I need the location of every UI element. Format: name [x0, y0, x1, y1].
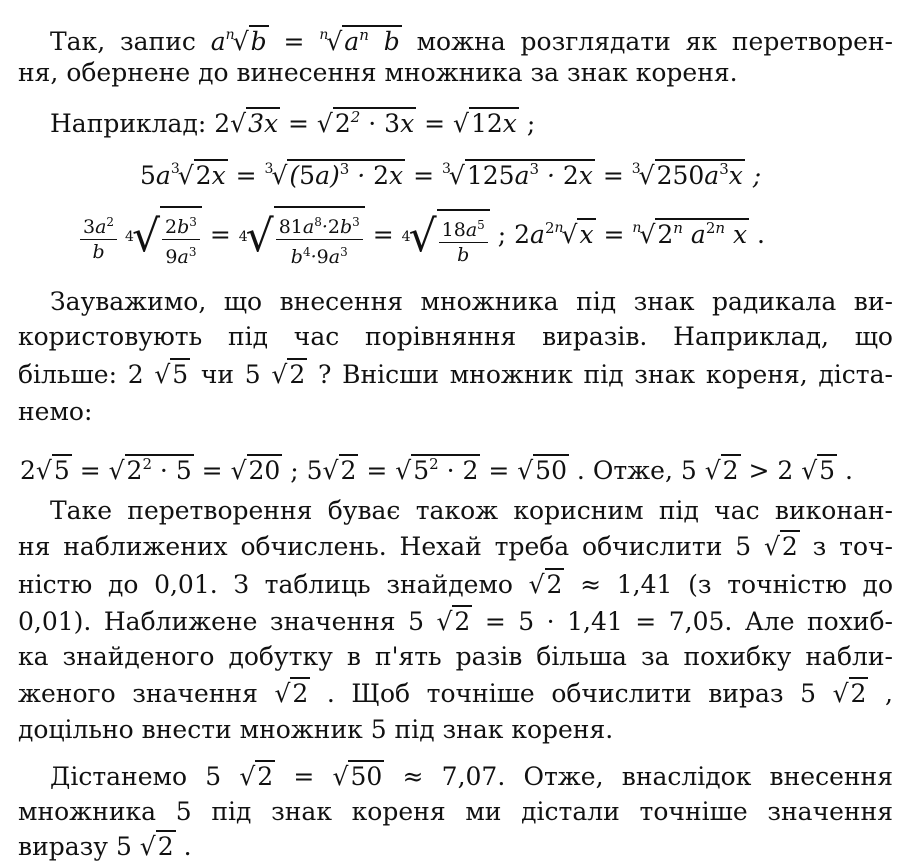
text-line-16: доцільно внести множник 5 під знак кореня. [18, 715, 614, 744]
text-line-15: женого значення √2 . Щоб точніше обчислити вираз 5 √2 , [18, 679, 893, 708]
text-line-11: ня наближених обчислень. Нехай треба обчислити 5 √2 з точ- [18, 532, 893, 561]
text-line-1: Так, запис $a^n√b = ^n√a^n$ b можна розглядати як перетворен- [50, 26, 893, 56]
text-line-10: Таке перетворення буває також корисним під час виконан- [50, 496, 893, 525]
formula-root-identity: $a^n√b = ^n√a^n$ b [210, 26, 400, 56]
formula-comparison: $2√5 = √2^2 \cdot 5 = √20$ ; $5√2 = √5^2 \cdot 2 = √50$ . Отже, 5 √2 > 2 √5 . [20, 455, 853, 485]
text-line-12: ністю до 0,01. З таблиць знайдемо √2 ≈ 1,41 (з точністю до [18, 570, 893, 599]
text-line-13: 0,01). Наближене значення 5 √2 = 5 · 1,41 = 7,05. Але похиб- [18, 607, 893, 636]
formula-example-2: $5a^3√2x = ^3√(5a)^3 \cdot 2x = ^3√125a^3 \cdot 2x = ^3√250a^3x$ ; [140, 160, 762, 190]
text-line-8: немо: [18, 397, 93, 426]
text-line-14: ка знайденого добутку в п'ять разів більша за похибку набли- [18, 642, 893, 671]
text-line-2: ня, обернене до винесення множника за знак кореня. [18, 58, 738, 87]
text-line-5: Зауважимо, що внесення множника під знак радикала ви- [50, 287, 893, 316]
text-line-18: множника 5 під знак кореня ми дістали точніше значення [18, 797, 893, 826]
text-line-7: більше: 2 √5 чи 5 √2 ? Внісши множник під знак кореня, діста- [18, 360, 893, 389]
text-line-6: користовують під час порівняння виразів. Наприклад, що [18, 322, 893, 351]
formula-example-1: $2√3x = √2^2 \cdot 3x = √12x$ [214, 108, 517, 138]
formula-example-3: $\frac{3a^2}{b}$ 4 √ $\frac{2b^3}{9a^3}$ = 4 √ $\frac{81a^8\cdot 2b^3}{b^4\cdot 9a^3}$ = 4 √ $\frac{18a^5}{b}$ ; $2a^{2n}√x = ^n√2^n$ $a^{2n}$ x . [80, 204, 893, 274]
text-line-17: Дістанемо 5 √2 = √50 ≈ 7,07. Отже, внаслідок внесення [50, 762, 893, 791]
text-line-3: Наприклад: $2√3x = √2^2 \cdot 3x = √12x$ ; [50, 108, 536, 138]
text-line-19: виразу 5 √2 . [18, 832, 192, 861]
